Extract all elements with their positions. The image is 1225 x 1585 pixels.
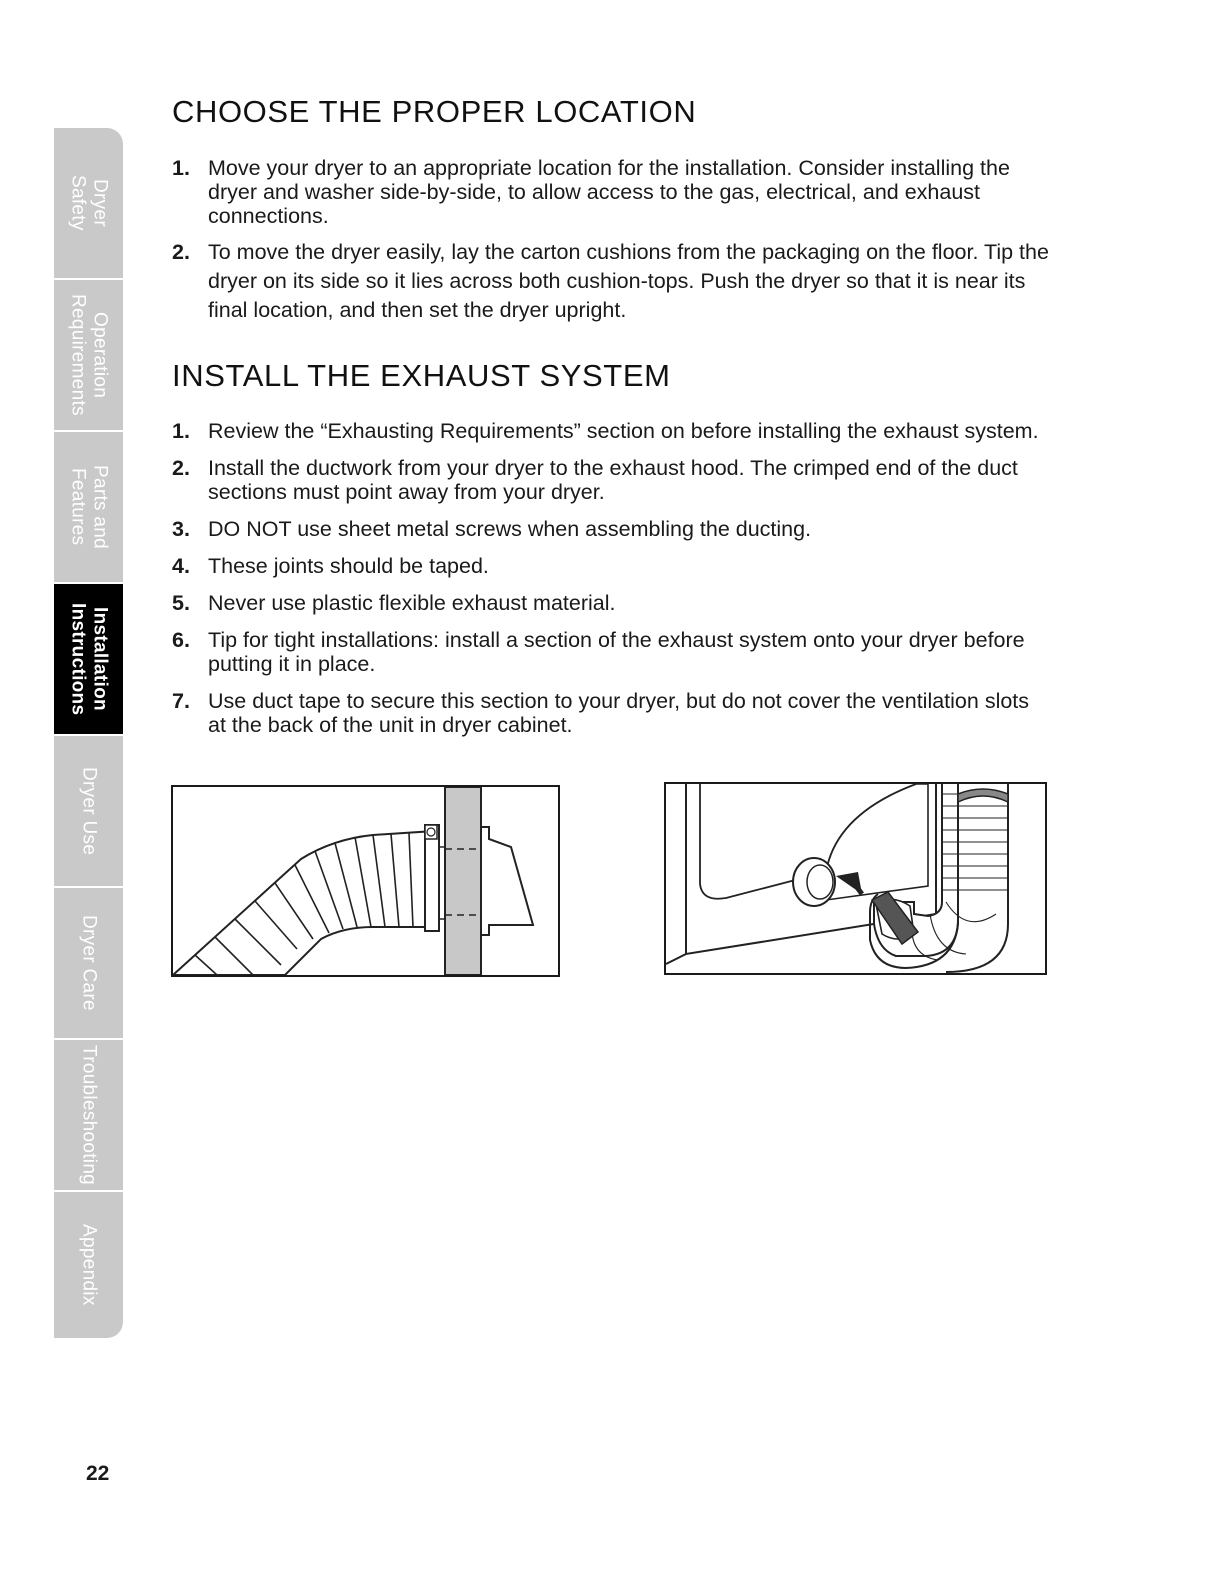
section-tabs: [54, 128, 123, 1338]
duct-wall-illustration: [171, 785, 560, 977]
step-number: 4.: [172, 554, 190, 578]
step-number: 6.: [172, 628, 190, 652]
tab-troubleshooting[interactable]: [54, 1040, 123, 1190]
tab-label: Operation Requirements: [67, 294, 111, 416]
step-text: These joints should be taped.: [208, 554, 489, 578]
duct-wall-drawing: [173, 787, 558, 975]
list-item: [172, 238, 1052, 325]
exhaust-steps: [172, 419, 1052, 737]
dryer-duct-drawing: [666, 784, 1045, 973]
step-text: Never use plastic flexible exhaust material.: [208, 591, 616, 615]
tab-operation-requirements[interactable]: [54, 280, 123, 430]
list-item: [172, 456, 1052, 504]
step-text: Use duct tape to secure this section to your dryer, but do not cover the ventilation slots at the back of the unit in dryer cabinet.: [208, 689, 1030, 737]
tab-label: Dryer Care: [78, 915, 100, 1011]
dryer-duct-illustration: [664, 782, 1047, 975]
tab-label: Dryer Safety: [67, 175, 111, 231]
step-number: 1.: [172, 419, 190, 443]
tab-installation-instructions[interactable]: [54, 584, 123, 734]
step-number: 7.: [172, 689, 190, 713]
list-item: [172, 517, 1052, 541]
tab-dryer-safety[interactable]: [54, 128, 123, 278]
list-item: [172, 554, 1052, 578]
list-item: [172, 419, 1052, 443]
step-text: Tip for tight installations: install a section of the exhaust system onto your dryer before putting it in place.: [208, 628, 1025, 676]
section-heading-location: CHOOSE THE PROPER LOCATION: [172, 94, 697, 129]
tab-dryer-care[interactable]: [54, 888, 123, 1038]
tab-label: Appendix: [78, 1224, 100, 1306]
step-text: Review the “Exhausting Requirements” section on before installing the exhaust system.: [208, 419, 1039, 443]
tab-label: Troubleshooting: [78, 1044, 100, 1186]
tab-appendix[interactable]: [54, 1192, 123, 1338]
tab-parts-and-features[interactable]: [54, 432, 123, 582]
page-number: 22: [86, 1462, 110, 1485]
step-text: Move your dryer to an appropriate location for the installation. Consider installing the dryer and washer side-by-side, to allow access to the gas, electrical, and exhaust connections.: [208, 156, 1010, 228]
step-text: DO NOT use sheet metal screws when assembling the ducting.: [208, 517, 812, 541]
section-heading-exhaust: INSTALL THE EXHAUST SYSTEM: [172, 358, 671, 393]
list-item: [172, 689, 1052, 737]
step-number: 3.: [172, 517, 190, 541]
step-number: 2.: [172, 240, 190, 264]
list-item: [172, 628, 1052, 676]
tab-label: Installation Instructions: [67, 602, 111, 716]
step-text: To move the dryer easily, lay the carton cushions from the packaging on the floor. Tip the dryer on its side so it lies across both cushion-tops. Push the dryer so that it is near its final location, and then set the dryer upright.: [208, 240, 1049, 322]
tab-label: Dryer Use: [78, 766, 100, 856]
step-text: Install the ductwork from your dryer to the exhaust hood. The crimped end of the duct sections must point away from your dryer.: [208, 456, 1018, 504]
step-number: 1.: [172, 156, 190, 180]
list-item: [172, 591, 1052, 615]
tab-label: Parts and Features: [67, 464, 111, 550]
location-steps: [172, 156, 1052, 325]
step-number: 2.: [172, 456, 190, 480]
step-number: 5.: [172, 591, 190, 615]
list-item: [172, 156, 1052, 228]
tab-dryer-use[interactable]: [54, 736, 123, 886]
